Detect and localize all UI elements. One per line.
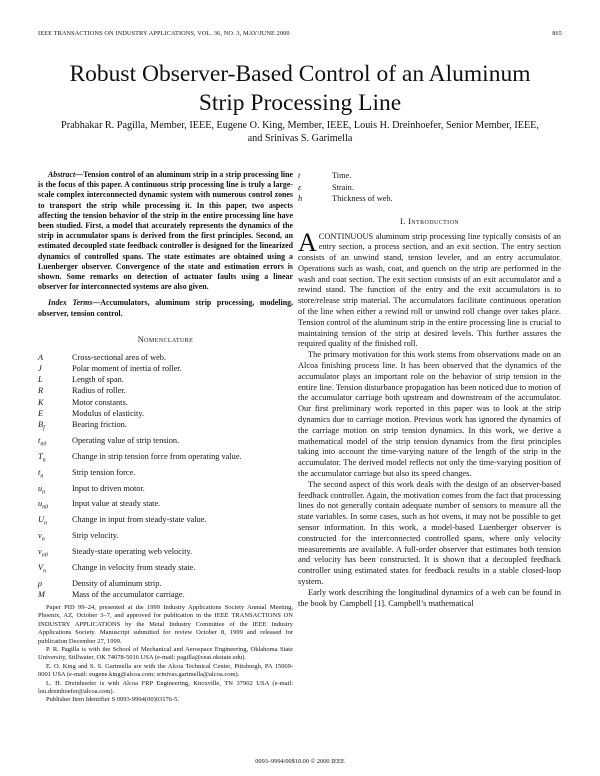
nomenclature-list-continued [298,170,561,205]
nomenclature-heading: Nomenclature [137,334,194,344]
nomenclature-definition: Radius of roller. [72,386,126,396]
nomenclature-row [38,374,293,385]
nomenclature-row [38,483,293,499]
nomenclature-symbol: h [298,194,303,203]
authors-line-1: Prabhakar R. Pagilla, Member, IEEE, Eugene O. King, Member, IEEE, Louis H. Dreinhoefer, Senior Member, IEEE, [61,120,539,131]
nomenclature-row [38,451,293,467]
nomenclature-list [38,352,293,600]
nomenclature-symbol: $u_{n0}$ [38,499,49,512]
introduction-body [298,227,561,610]
nomenclature-definition: Strip tension force. [72,467,136,477]
nomenclature-definition: Steady-state operating web velocity. [72,546,193,556]
nomenclature-definition: Cross-sectional area of web. [72,352,166,362]
footnote [38,604,293,705]
nomenclature-row [38,408,293,419]
introduction-heading: I. Introduction [399,216,460,226]
nomenclature-symbol: R [38,386,44,396]
nomenclature-row [38,562,293,578]
nomenclature-definition: Change in velocity from steady state. [72,562,196,572]
nomenclature-row [38,514,293,530]
nomenclature-definition: Time. [332,171,352,180]
nomenclature-symbol: M [38,589,45,599]
nomenclature-symbol: A [38,352,44,362]
nomenclature-definition: Polar moment of inertia of roller. [72,364,182,374]
nomenclature-symbol: $T_n$ [38,451,46,464]
nomenclature-row [298,170,561,182]
paper-title [0,60,600,118]
index-terms-lead: Index Terms— [48,298,101,308]
nomenclature-row [38,363,293,374]
nomenclature-definition: Input value at steady state. [72,499,161,509]
nomenclature-row [38,435,293,451]
nomenclature-symbol: t [298,171,301,180]
nomenclature-symbol: ε [298,182,302,192]
nomenclature-definition: Input to driven motor. [72,483,145,493]
journal-header: IEEE TRANSACTIONS ON INDUSTRY APPLICATIONS, VOL. 36, NO. 3, MAY/JUNE 2000 [38,30,290,37]
footnote-paragraph: E. O. King and S. S. Garimella are with the Alcoa Technical Center, Pittsburgh, PA 15069-0001 USA (e-mail: eugene.king@alcoa.com; srinivas.garimella@alcoa.com). [38,662,293,679]
right-column [298,170,561,609]
introduction-text: CONTINUOUS aluminum strip processing line typically consists of an entry section, a process section, and an exit section. The entry section consists of an unwind stand, tension leveler, and an entry accumulator. Operations such as wash, coat, and quench on the strip are performed in the wash and coat section. The exit section consists of an exit accumulator and a rewind stand. The function of the entry and the exit accumulators is to store/release strip material. The accumulators facilitate continuous operation of the line when either a rewind roll or unwind roll change over takes place. Tension control of the aluminum strip in the entire processing line is crucial to maintaining tension of the strip at desired levels. This further assures the required quality of the finished roll. [298,231,561,349]
nomenclature-symbol: $v_{n0}$ [38,546,48,559]
nomenclature-definition: Strain. [332,182,354,192]
introduction-paragraph: The primary motivation for this work stems from observations made on an Alcoa finishing process line. It has been observed that the dynamics of the accumulator plays an important role on the behavior of strip tension in the entire line. Tension disturbance propagation has been noticed due to motion of the accumulator carriage both upstream and downstream of the accumulator. Our first preliminary work reported in this paper was to look at the strip dynamics due to carriage motion. Previous work has ignored the dynamics of the carriage motion on strip tension dynamics. In this work, we derive a mathematical model of the strip tension dynamics from the first principles taking into account the time-varying nature of the length of the strip in the accumulator. The derived model reflects not only the time-varying position of the accumulator carriage but also its speed changes. [298,350,561,479]
nomenclature-row [38,589,293,600]
nomenclature-symbol: E [38,408,44,418]
index-terms-text: Accumulators, aluminum strip processing, modeling, observer, tension control. [38,298,293,318]
nomenclature-definition: Bearing friction. [72,420,127,430]
nomenclature-row [38,352,293,363]
index-terms [38,298,293,318]
nomenclature-symbol: ρ [38,578,42,588]
page-number: 865 [552,30,562,37]
footnote-paragraph: Publisher Item Identifier S 0093-9994(00)03176-5. [46,696,180,704]
authors-line-2: and Srinivas S. Garimella [247,133,353,144]
nomenclature-symbol: $t_{n0}$ [38,435,47,448]
nomenclature-symbol: $U_n$ [38,515,47,527]
nomenclature-definition: Change in strip tension force from operating value. [72,451,242,461]
nomenclature-row [38,578,293,589]
nomenclature-symbol: $t_n$ [38,467,44,480]
nomenclature-row [38,419,293,435]
authors [0,119,600,145]
nomenclature-definition: Length of span. [72,375,124,385]
nomenclature-definition: Strip velocity. [72,531,119,541]
nomenclature-definition: Thickness of web. [332,194,393,203]
nomenclature-row [38,385,293,396]
nomenclature-row [38,546,293,562]
nomenclature-symbol: J [38,364,42,374]
nomenclature-symbol: L [38,375,43,385]
abstract [38,170,293,292]
footnote-paragraph: L. H. Dreinhoefer is with Alcoa FRP Engineering, Knoxville, TN 37902 USA (e-mail: lou.dreinhoefer@alcoa.com). [38,679,293,696]
nomenclature-row [298,182,561,194]
introduction-paragraph [298,227,561,351]
nomenclature-symbol: K [38,397,44,407]
nomenclature-definition: Operating value of strip tension. [72,435,180,445]
title-line-1: Robust Observer-Based Control of an Aluminum [69,61,531,87]
introduction-paragraph: Early work describing the longitudinal dynamics of a web can be found in the book by Campbell [1]. Campbell’s mathematical [298,587,561,608]
copyright-footer: 0093–9994/00$10.00 © 2000 IEEE [255,758,345,765]
nomenclature-row [38,498,293,514]
nomenclature-symbol: $v_n$ [38,531,45,543]
nomenclature-definition: Density of aluminum strip. [72,578,162,588]
introduction-paragraph: The second aspect of this work deals with the design of an observer-based feedback controller. Again, the motivation comes from the fact that processing lines do not generally contain adequate number of sensors to measure all the state variables. In some cases, such as hot ovens, it may not be possible to get sensor information. In this work, a model-based Luenberger observer is constructed for the interconnected controlled spans, where only velocity measurements are available. A full-order observer that estimates both tension and velocity has been constructed. It is shown that a decoupled feedback controller using estimated states for feedback results in a stable closed-loop system. [298,479,561,586]
drop-cap: A [298,227,317,257]
nomenclature-row [38,467,293,483]
nomenclature-row [38,397,293,408]
abstract-text: Tension control of an aluminum strip in a strip processing line is the focus of this paper. A continuous strip processing line is truly a large-scale complex interconnected dynamic system with numerous control zones to transport the strip while processing it. In this paper, two aspects affecting the tension behavior of the strip in the entire processing line have been studied. First, a model that accurately represents the dynamics of the strip in accumulator spans is derived from the first principles. Second, an estimated decoupled state feedback controller is designed for the linearized dynamics of controlled spans. The state estimates are obtained using a Luenberger observer. Convergence of the state and estimation errors is shown. Some remarks on detection of actuator faults using a linear observer for interconnected systems are also given. [38,170,293,292]
nomenclature-definition: Change in input from steady-state value. [72,515,207,525]
left-column [38,170,293,600]
nomenclature-row [298,193,561,205]
nomenclature-row [38,530,293,546]
nomenclature-definition: Mass of the accumulator carriage. [72,589,185,599]
nomenclature-symbol: $B_f$ [38,420,45,432]
title-line-2: Strip Processing Line [198,90,402,116]
nomenclature-definition: Motor constants. [72,397,128,407]
abstract-lead: Abstract— [48,170,84,179]
nomenclature-definition: Modulus of elasticity. [72,408,145,418]
nomenclature-symbol: $V_n$ [38,562,47,575]
footnote-paragraph: Paper PID 99–24, presented at the 1999 Industry Applications Society Annual Meeting, Phoenix, AZ, October 3–7, and approved for publication in the IEEE TRANSACTIONS ON INDUSTRY APPLICATIONS by the Metal Industry Committee of the IEEE Industry Applications Society. Manuscript submitted for review October 8, 1999 and released for publication December 27, 1999. [38,604,293,645]
nomenclature-symbol: $u_n$ [38,483,46,496]
footnote-paragraph: P. R. Pagilla is with the School of Mechanical and Aerospace Engineering, Oklahoma State University, Stillwater, OK 74078-5016 USA (e-mail: pagilla@ceat.okstate.edu). [38,646,293,662]
